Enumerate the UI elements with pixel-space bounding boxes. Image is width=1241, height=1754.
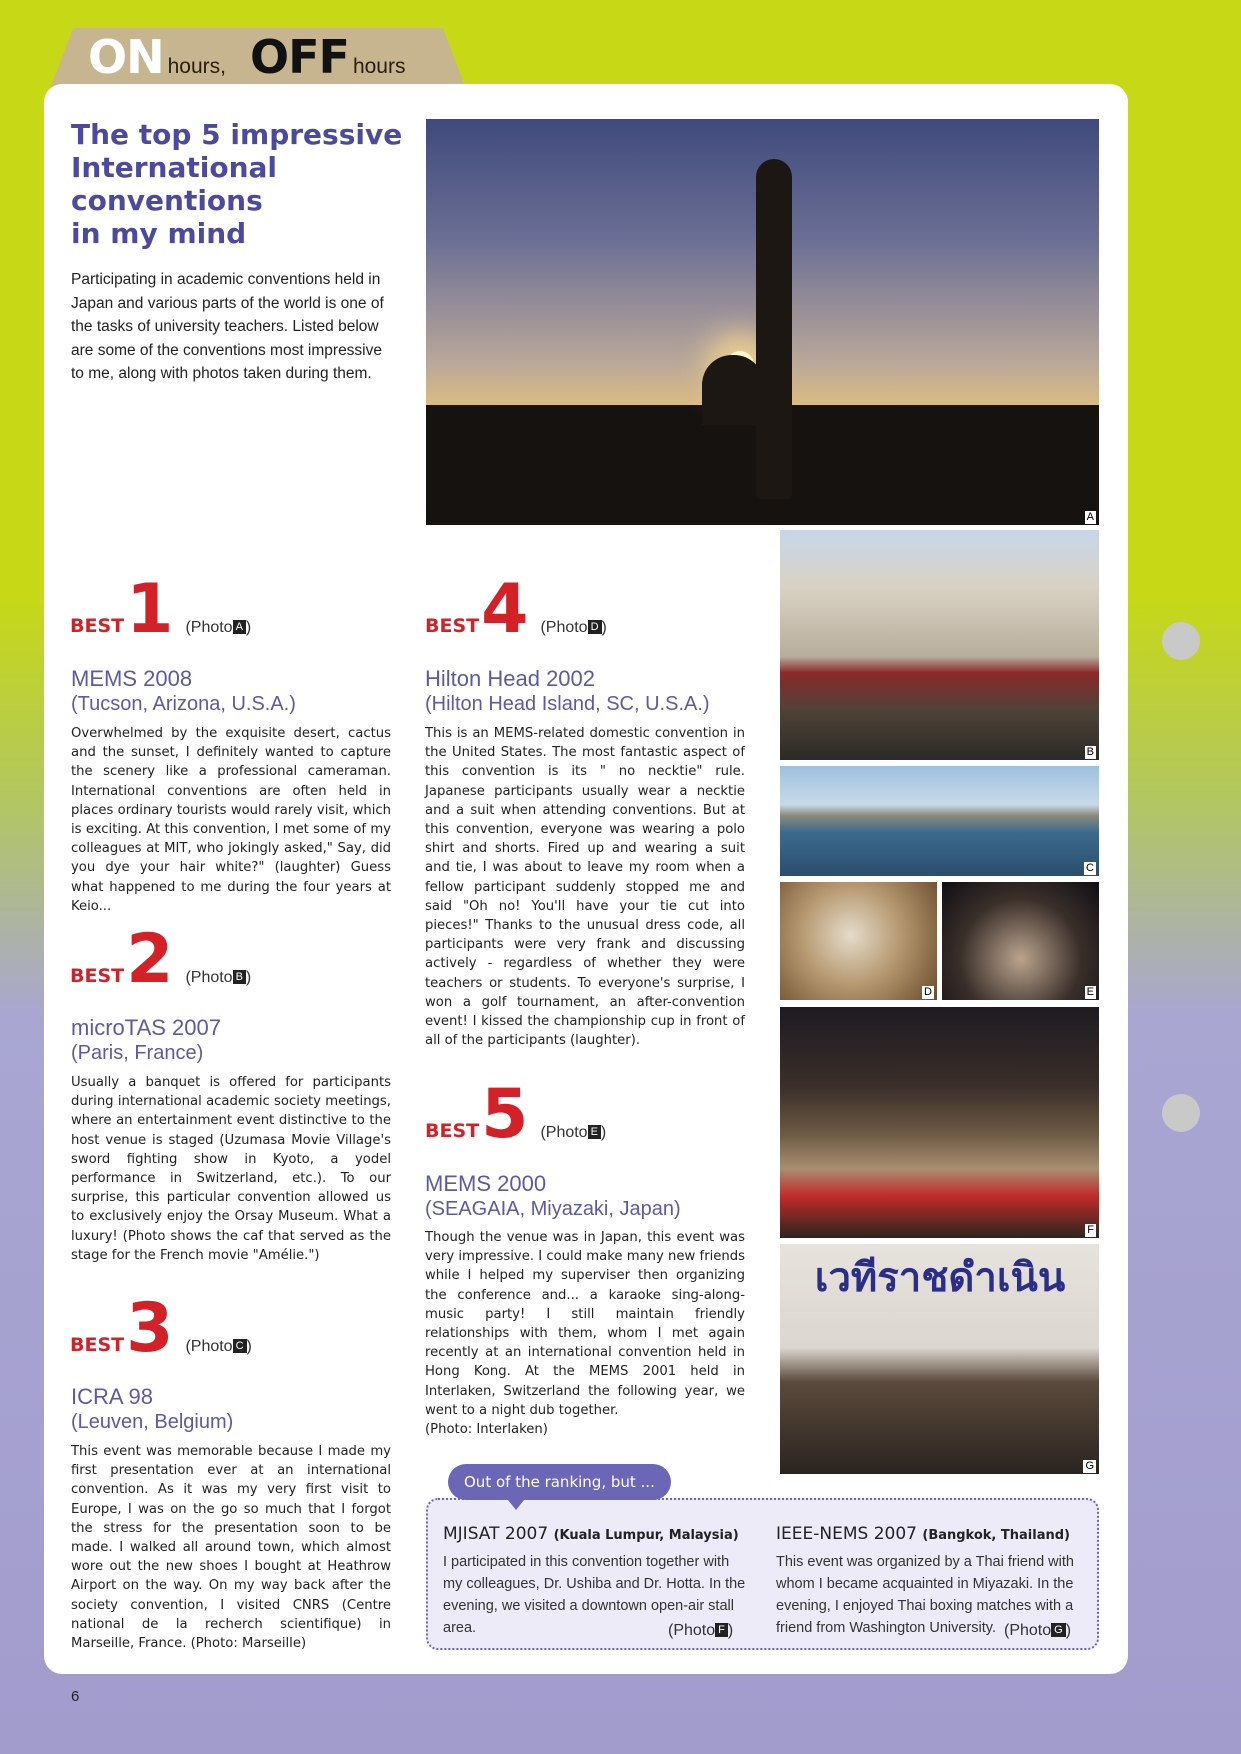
photo-label: G: [1085, 1460, 1094, 1472]
header-on-suffix: hours,: [167, 55, 226, 78]
photo-f-open-air-stall: [780, 1007, 1099, 1238]
photo-ref-label: C: [233, 1339, 247, 1353]
conference-description: This event was memorable because I made my first presentation ever at an international convention. As it was my very first visit to Europe, I was on the go so much that I forgot the stress for the presentation soon to be made. I walked all around town, which almost wore out the new shoes I bought at Heathrow Airport on the way. On my way back after the society convention, I visited CNRS (Centre national de la recherch scientifique) in Marseille, France. (Photo: Marseille): [71, 1444, 391, 1652]
photo-d-championship-cup: [780, 882, 937, 1000]
best-rank: 4: [481, 570, 529, 649]
photo-ref: (Photo E ): [540, 1124, 607, 1141]
extra-item-title: IEEE-NEMS 2007 (Bangkok, Thailand): [776, 1524, 1070, 1544]
photo-ref: (Photo A ): [185, 619, 252, 636]
photo-label: D: [924, 986, 932, 998]
page-title: [71, 118, 411, 250]
best-rank: 1: [126, 570, 174, 649]
best-1-heading: [70, 570, 252, 649]
extra-item-location: (Kuala Lumpur, Malaysia): [553, 1528, 739, 1543]
conference-description: [425, 1228, 745, 1439]
conference-location: (SEAGAIA, Miyazaki, Japan): [425, 1198, 681, 1220]
title-line: in my mind: [71, 217, 247, 250]
best-4-heading: [425, 570, 607, 649]
best-2-heading: [70, 920, 252, 999]
header-off: OFF: [249, 30, 349, 84]
conference-title: ICRA 98: [71, 1384, 153, 1409]
conference-title: MEMS 2000: [425, 1171, 547, 1196]
conference-title: microTAS 2007: [71, 1015, 221, 1040]
photo-label: B: [1086, 746, 1094, 758]
photo-ref: (Photo B ): [185, 969, 252, 986]
best-word: BEST: [70, 965, 125, 987]
extra-item-text: I participated in this convention together with my colleagues, Dr. Ushiba and Dr. Hotta. In the evening, we visited a downtown open-air stall area.: [443, 1554, 746, 1636]
conference-title: Hilton Head 2002: [425, 666, 596, 691]
extra-item-text: This event was organized by a Thai friend with whom I became acquainted in Miyazaki. In the evening, I enjoyed Thai boxing matches with a friend from Washington University.: [776, 1554, 1074, 1636]
photo-ref: (Photo C ): [185, 1338, 252, 1355]
best-word: BEST: [425, 1120, 480, 1142]
conference-description: This is an MEMS-related domestic convention in the United States. The most fantastic aspect of this convention is its " no necktie" rule. Japanese participants usually wear a necktie and a suit when attending conventions. But at this convention, everyone was wearing a polo shirt and shorts. Fired up and wearing a suit and tie, I was about to leave my room when a fellow participant suddenly stopped me and said "Oh no! You'll have your tie cut into pieces!" Thanks to the unusual dress code, all participants were very frank and discussing actively - regardless of whether they were teachers or students. To everyone's surprise, I won a golf tournament, an after-convention event! I kissed the championship cup in front of all of the participants (laughter).: [425, 726, 745, 1049]
photo-caption: (Photo: Interlaken): [425, 1422, 548, 1438]
conference-location: (Leuven, Belgium): [71, 1411, 234, 1433]
photo-cactus: [756, 159, 792, 499]
photo-cactus-arm: [702, 355, 764, 425]
photo-label: F: [1087, 1224, 1094, 1236]
conference-description: Usually a banquet is offered for participants during international academic society meetings, where an entertainment event distinctive to the host venue is staged (Uzumasa Movie Village's sword fighting show in Kyoto, a yodel performance in Switzerland, etc.). To our surprise, this particular convention allowed us to exclusively enjoy the Orsay Museum. What a luxury! (Photo shows the caf that served as the stage for the French movie "Amélie."): [71, 1075, 391, 1263]
photo-ref: (Photo F ): [668, 1622, 734, 1639]
intro-paragraph: Participating in academic conventions held in Japan and various parts of the world is one of the tasks of university teachers. Listed below are some of the conventions most impressive to me, along with photos taken during them.: [71, 271, 384, 382]
best-rank: 3: [126, 1289, 174, 1368]
best-5-heading: [425, 1075, 607, 1154]
out-of-ranking-badge: Out of the ranking, but ...: [448, 1464, 671, 1500]
photo-ref: (Photo G ): [1004, 1622, 1072, 1639]
best-3-heading: [70, 1289, 252, 1368]
photo-ref: (Photo D ): [540, 619, 607, 636]
decorative-dot: [1162, 622, 1200, 660]
photo-label: E: [1086, 986, 1094, 998]
title-line: conventions: [71, 184, 263, 217]
conference-description-text: Though the venue was in Japan, this event was very impressive. I could make many new friends while I helped my superviser then organizing the conference and... a karaoke sing-along-music party! I still maintain friendly relationships with them, whom I met again recently at an international convention held in Hong Kong. At the MEMS 2001 held in Interlaken, Switzerland the following year, we went to a night dub together.: [425, 1230, 745, 1418]
conference-location: (Paris, France): [71, 1042, 204, 1064]
conference-title: MEMS 2008: [71, 666, 193, 691]
extra-item-title: MJISAT 2007 (Kuala Lumpur, Malaysia): [443, 1524, 739, 1544]
photo-ref-label: B: [233, 970, 246, 984]
photo-g-thai-boxing: [780, 1244, 1099, 1474]
title-line: International: [71, 151, 278, 184]
decorative-dot: [1162, 1094, 1200, 1132]
best-word: BEST: [70, 615, 125, 637]
page-number: 6: [71, 1688, 80, 1705]
photo-ref-label: D: [588, 620, 602, 634]
photo-c-marseille: [780, 766, 1099, 876]
photo-label: C: [1086, 862, 1094, 874]
best-rank: 2: [126, 920, 174, 999]
extra-item-location: (Bangkok, Thailand): [922, 1528, 1070, 1543]
photo-b-paris-cafe: [780, 530, 1099, 760]
header-off-suffix: hours: [352, 55, 406, 78]
photo-ref-label: F: [715, 1623, 728, 1637]
photo-label: A: [1086, 511, 1094, 523]
photo-ref-label: E: [588, 1125, 601, 1139]
best-word: BEST: [425, 615, 480, 637]
best-word: BEST: [70, 1334, 125, 1356]
photo-ref-label: G: [1051, 1623, 1066, 1637]
photo-e-karaoke-party: [942, 882, 1099, 1000]
conference-description: Overwhelmed by the exquisite desert, cactus and the sunset, I definitely wanted to capture the scenery like a professional cameraman. International conventions are often held in places ordinary tourists would rarely visit, which is exciting. At this convention, I met some of my colleagues at MIT, who jokingly asked," Say, did you dye your hair white?" (laughter) Guess what happened to me during the four years at Keio...: [71, 726, 391, 914]
conference-location: (Tucson, Arizona, U.S.A.): [71, 693, 296, 715]
photo-a-desert-cactus-sunset: [426, 119, 1099, 525]
photo-ref-label: A: [233, 620, 246, 634]
title-line: The top 5 impressive: [71, 118, 403, 151]
header-on: ON: [88, 30, 164, 84]
conference-location: (Hilton Head Island, SC, U.S.A.): [425, 693, 710, 715]
best-rank: 5: [481, 1075, 529, 1154]
section-header: [88, 30, 429, 84]
stadium-sign: เวทีราชดำเนิน: [814, 1255, 1066, 1301]
